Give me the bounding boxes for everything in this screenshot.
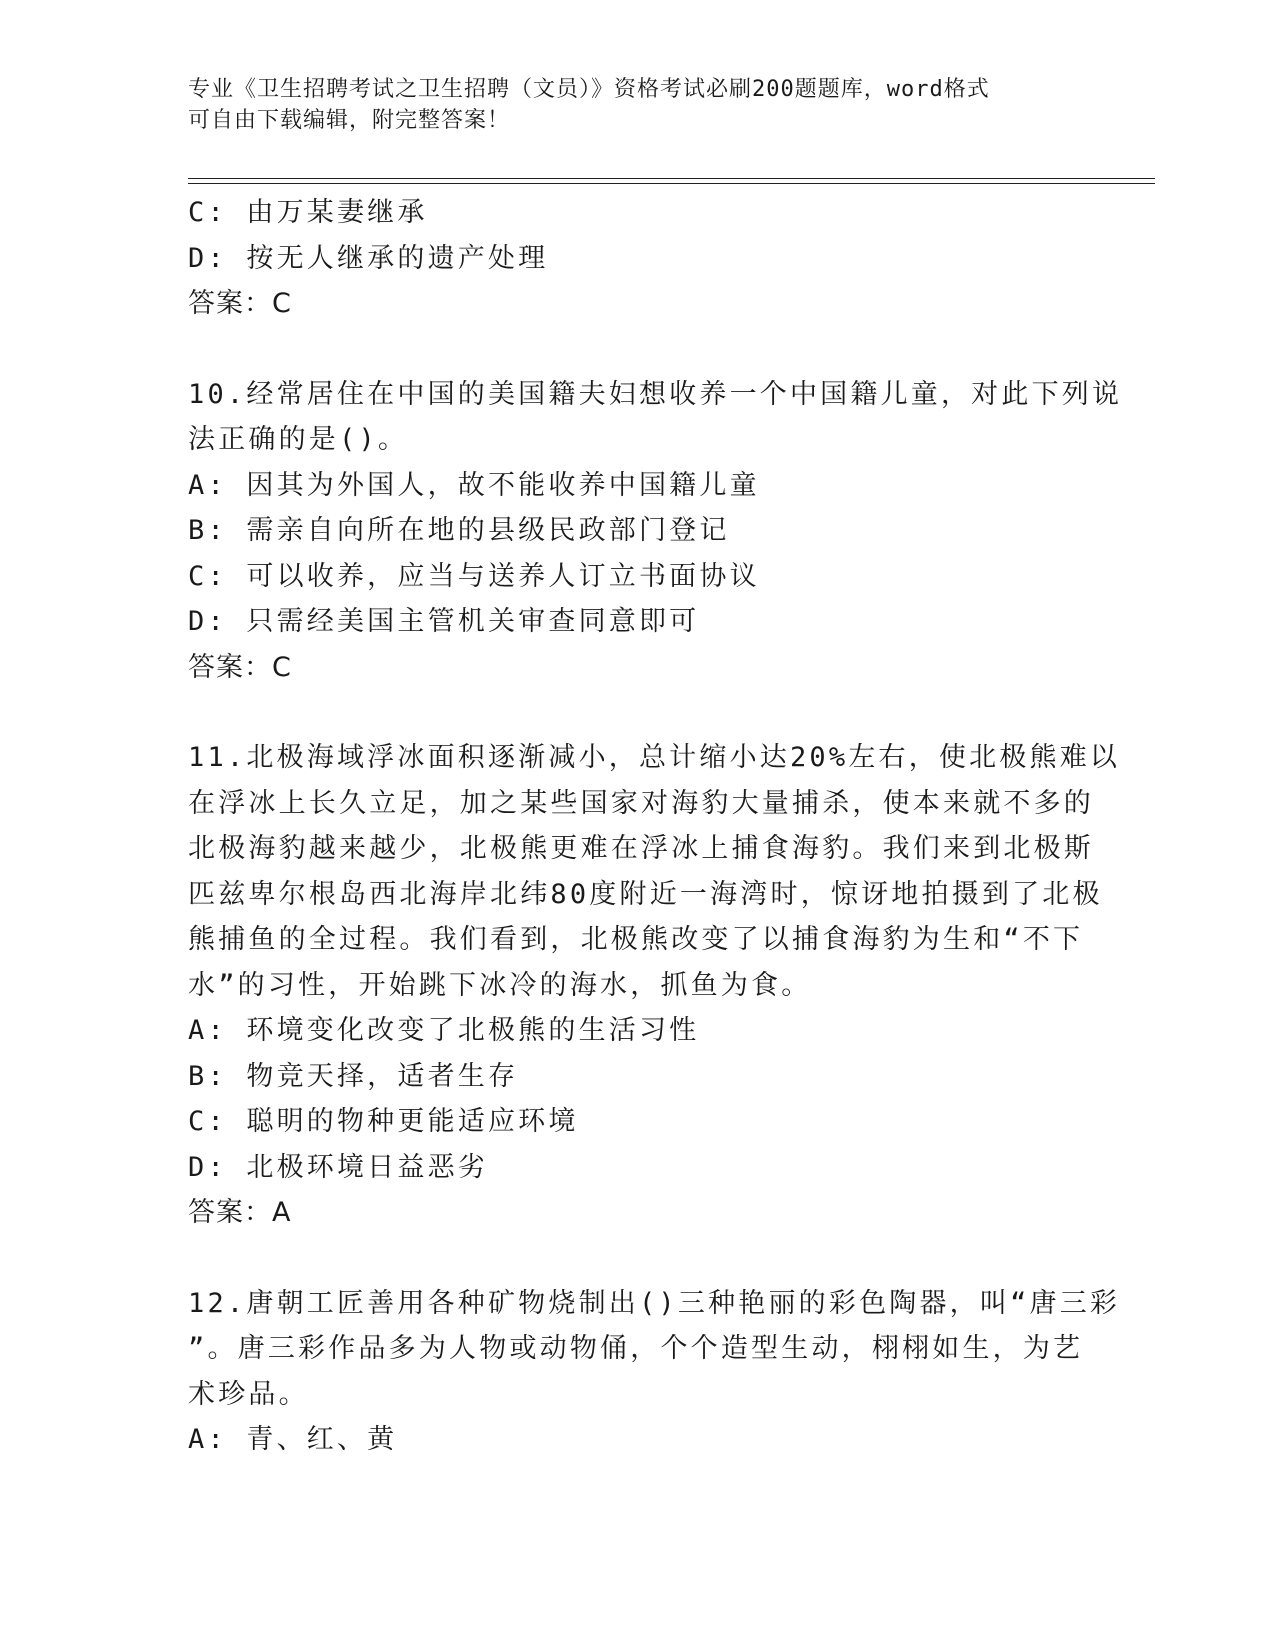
- q11-option-d: D: 北极环境日益恶劣: [188, 1151, 488, 1183]
- q9-answer: 答案：C: [188, 288, 292, 319]
- q10-option-b: B: 需亲自向所在地的县级民政部门登记: [188, 515, 730, 546]
- q11-stem-line-6: 水”的习性，开始跳下冰冷的海水，抓鱼为食。: [188, 969, 812, 1001]
- q11-stem-line-1: 11.北极海域浮冰面积逐渐减小，总计缩小达20%左右，使北极熊难以: [188, 742, 1121, 773]
- header-line-2: 可自由下载编辑，附完整答案！: [188, 108, 511, 133]
- q10-stem-line-2: 法正确的是()。: [188, 424, 409, 455]
- document-body: [188, 190, 1123, 1463]
- q11-option-b: B: 物竞天择，适者生存: [188, 1060, 519, 1092]
- q12-stem-line-3: 术珍品。: [188, 1378, 309, 1410]
- q9-option-c: C: 由万某妻继承: [188, 197, 428, 228]
- q11-stem-line-2: 在浮冰上长久立足，加之某些国家对海豹大量捕杀，使本来就不多的: [188, 787, 1094, 819]
- q10-option-d: D: 只需经美国主管机关审查同意即可: [188, 606, 700, 637]
- spacer: [188, 690, 1088, 735]
- header-rule-bottom: [188, 183, 1155, 184]
- header-line-1: 专业《卫生招聘考试之卫生招聘（文员）》资格考试必刷200题题库，word格式: [188, 77, 990, 102]
- q9-option-d: D: 按无人继承的遗产处理: [188, 242, 549, 274]
- q11-stem-line-5: 熊捕鱼的全过程。我们看到，北极熊改变了以捕食海豹为生和“不下: [188, 924, 1084, 955]
- question-9-tail: [188, 190, 1088, 327]
- page-header: [188, 74, 1068, 136]
- q11-option-a: A: 环境变化改变了北极熊的生活习性: [188, 1015, 700, 1046]
- q12-stem-line-1: 12.唐朝工匠善用各种矿物烧制出()三种艳丽的彩色陶器，叫“唐三彩: [188, 1287, 1121, 1319]
- q10-option-c: C: 可以收养，应当与送养人订立书面协议: [188, 560, 760, 592]
- q10-option-a: A: 因其为外国人，故不能收养中国籍儿童: [188, 469, 760, 501]
- q10-stem-line-1: 10.经常居住在中国的美国籍夫妇想收养一个中国籍儿童，对此下列说: [188, 378, 1123, 410]
- q11-option-c: C: 聪明的物种更能适应环境: [188, 1106, 579, 1137]
- question-11: [188, 735, 1121, 1236]
- header-rule-top: [188, 178, 1155, 179]
- spacer: [188, 327, 1088, 372]
- q11-stem-line-3: 北极海豹越来越少，北极熊更难在浮冰上捕食海豹。我们来到北极斯: [188, 833, 1094, 864]
- q10-answer: 答案：C: [188, 651, 292, 683]
- q11-answer: 答案：A: [188, 1197, 292, 1228]
- spacer: [188, 1236, 1088, 1281]
- question-12: [188, 1281, 1121, 1463]
- q12-option-a: A: 青、红、黄: [188, 1424, 398, 1455]
- q11-stem-line-4: 匹兹卑尔根岛西北海岸北纬80度附近一海湾时，惊讶地拍摄到了北极: [188, 878, 1103, 910]
- q12-stem-line-2: ”。唐三彩作品多为人物或动物俑，个个造型生动，栩栩如生，为艺: [188, 1333, 1084, 1364]
- question-10: [188, 372, 1123, 691]
